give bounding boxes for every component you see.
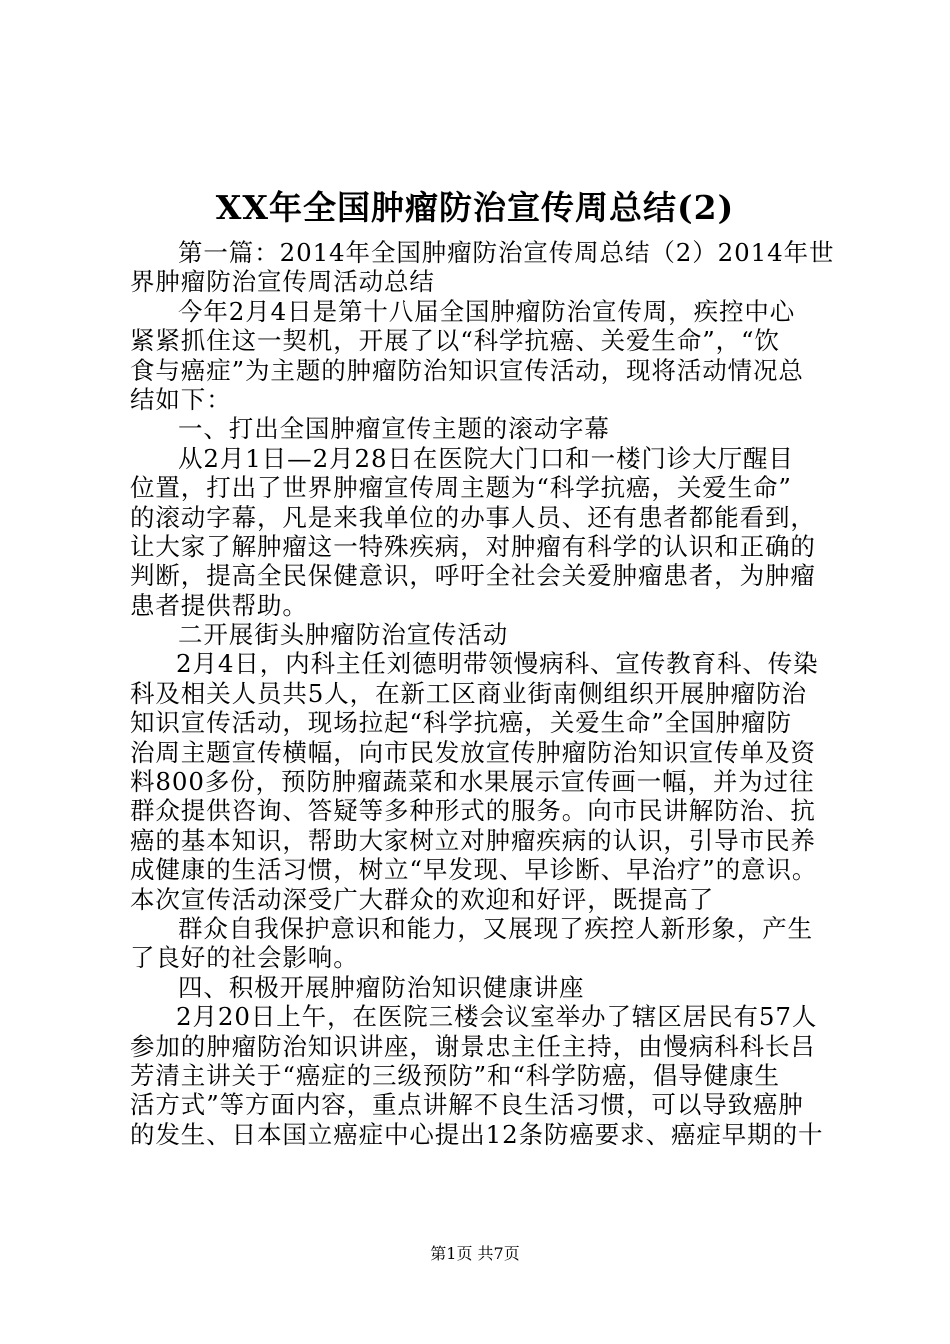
paragraph-line: 食与癌症”为主题的肿瘤防治知识宣传活动，现将活动情况总: [130, 355, 804, 385]
paragraph-line: 第一篇：2014年全国肿瘤防治宣传周总结（2）2014年世: [178, 238, 835, 267]
document-title: XX年全国肿瘤防治宣传周总结(2): [215, 188, 735, 227]
paragraph-line: 判断，提高全民保健意识，呼吁全社会关爱肿瘤患者，为肿瘤: [130, 561, 816, 591]
paragraph-line: 本次宣传活动深受广大群众的欢迎和好评，既提高了: [130, 884, 715, 914]
paragraph-line: 位置，打出了世界肿瘤宣传周主题为“科学抗癌，关爱生命”: [130, 473, 792, 503]
section-heading: 四、积极开展肿瘤防治知识健康讲座: [178, 972, 585, 1002]
paragraph-line: 群众自我保护意识和能力，又展现了疾控人新形象，产生: [178, 913, 813, 943]
page-footer: 第1页 共7页: [430, 1244, 520, 1263]
paragraph-line: 结如下：: [130, 384, 232, 414]
document-body: [130, 238, 835, 1149]
section-heading: 二开展街头肿瘤防治宣传活动: [178, 620, 509, 650]
paragraph-line: 今年2月4日是第十八届全国肿瘤防治宣传周，疾控中心: [178, 296, 796, 326]
paragraph-line: 2月20日上午，在医院三楼会议室举办了辖区居民有57人: [176, 1002, 818, 1032]
paragraph-line: 患者提供帮助。: [130, 590, 308, 620]
paragraph-line: 界肿瘤防治宣传周活动总结: [130, 267, 435, 297]
paragraph-line: 2月4日，内科主任刘德明带领慢病科、宣传教育科、传染: [176, 649, 819, 679]
paragraph-line: 的滚动字幕，凡是来我单位的办事人员、还有患者都能看到，: [130, 502, 816, 532]
paragraph-line: 癌的基本知识，帮助大家树立对肿瘤疾病的认识，引导市民养: [130, 825, 816, 855]
paragraph-line: 群众提供咨询、答疑等多种形式的服务。向市民讲解防治、抗: [130, 796, 816, 826]
paragraph-line: 从2月1日—2月28日在医院大门口和一楼门诊大厅醒目: [178, 443, 794, 473]
paragraph-line: 让大家了解肿瘤这一特殊疾病，对肿瘤有科学的认识和正确的: [130, 531, 816, 561]
paragraph-line: 的发生、日本国立癌症中心提出12条防癌要求、癌症早期的十: [130, 1119, 824, 1149]
paragraph-line: 知识宣传活动，现场拉起“科学抗癌，关爱生命”全国肿瘤防: [130, 708, 792, 738]
section-heading: 一、打出全国肿瘤宣传主题的滚动字幕: [178, 414, 610, 444]
paragraph-line: 参加的肿瘤防治知识讲座，谢景忠主任主持，由慢病科科长吕: [130, 1031, 816, 1061]
paragraph-line: 芳清主讲关于“癌症的三级预防”和“科学防癌，倡导健康生: [130, 1060, 780, 1090]
paragraph-line: 治周主题宣传横幅，向市民发放宣传肿瘤防治知识宣传单及资: [130, 737, 816, 767]
paragraph-line: 科及相关人员共5人，在新工区商业街南侧组织开展肿瘤防治: [130, 678, 807, 708]
paragraph-line: 成健康的生活习惯，树立“早发现、早诊断、早治疗”的意识。: [130, 855, 818, 885]
paragraph-line: 料800多份，预防肿瘤蔬菜和水果展示宣传画一幅，并为过往: [130, 767, 815, 797]
paragraph-line: 了良好的社会影响。: [130, 943, 359, 973]
paragraph-line: 紧紧抓住这一契机，开展了以“科学抗癌、关爱生命”，“饮: [130, 326, 780, 356]
paragraph-line: 活方式”等方面内容，重点讲解不良生活习惯，可以导致癌肿: [130, 1090, 804, 1120]
